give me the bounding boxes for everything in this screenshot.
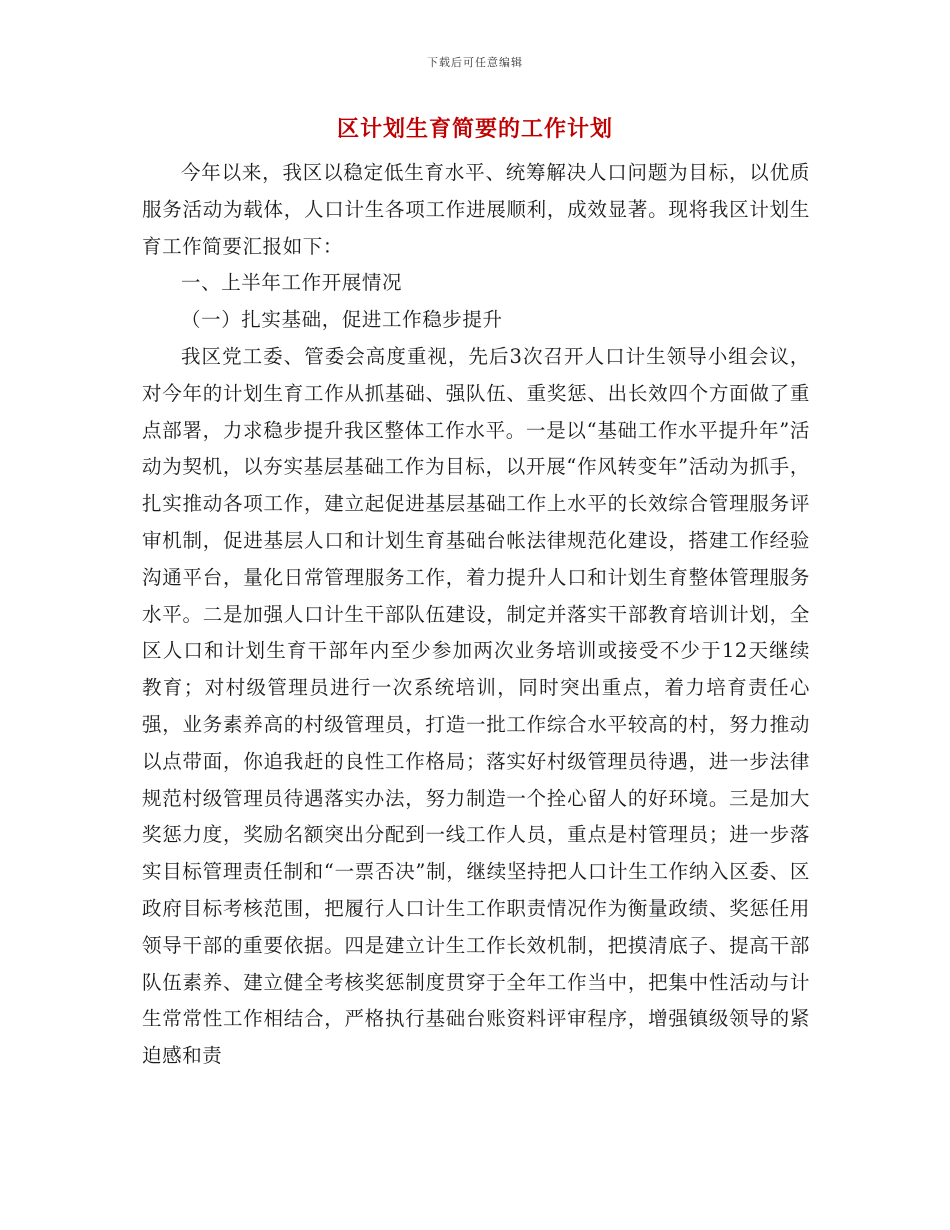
subsection-heading: （一）扎实基础，促进工作稳步提升: [181, 308, 503, 332]
document-body: [142, 155, 810, 1075]
section-heading: 一、上半年工作开展情况: [181, 271, 403, 295]
paragraph-intro: 今年以来，我区以稳定低生育水平、统筹解决人口问题为目标，以优质服务活动为载体，人口计生各项工作进展顺利，成效显著。现将我区计划生育工作简要汇报如下：: [142, 161, 810, 258]
paragraph-body: 我区党工委、管委会高度重视，先后3次召开人口计生领导小组会议，对今年的计划生育工作从抓基础、强队伍、重奖惩、出长效四个方面做了重点部署，力求稳步提升我区整体工作水平。一是以“基础工作水平提升年”活动为契机，以夯实基层基础工作为目标，以开展“作风转变年”活动为抓手，扎实推动各项工作，建立起促进基层基础工作上水平的长效综合管理服务评审机制，促进基层人口和计划生育基础台帐法律规范化建设，搭建工作经验沟通平台，量化日常管理服务工作，着力提升人口和计划生育整体管理服务水平。二是加强人口计生干部队伍建设，制定并落实干部教育培训计划，全区人口和计划生育干部年内至少参加两次业务培训或接受不少于12天继续教育；对村级管理员进行一次系统培训，同时突出重点，着力培育责任心强，业务素养高的村级管理员，打造一批工作综合水平较高的村，努力推动以点带面，你追我赶的良性工作格局；落实好村级管理员待遇，进一步法律规范村级管理员待遇落实办法，努力制造一个拴心留人的好环境。三是加大奖惩力度，奖励名额突出分配到一线工作人员，重点是村管理员；进一步落实目标管理责任制和“一票否决”制，继续坚持把人口计生工作纳入区委、区政府目标考核范围，把履行人口计生工作职责情况作为衡量政绩、奖惩任用领导干部的重要依据。四是建立计生工作长效机制，把摸清底子、提高干部队伍素养、建立健全考核奖惩制度贯穿于全年工作当中，把集中性活动与计生常常性工作相结合，严格执行基础台账资料评审程序，增强镇级领导的紧迫感和责: [142, 344, 810, 1068]
document-title: 区计划生育简要的工作计划: [336, 117, 613, 142]
header-note: 下载后可任意编辑: [427, 56, 523, 69]
